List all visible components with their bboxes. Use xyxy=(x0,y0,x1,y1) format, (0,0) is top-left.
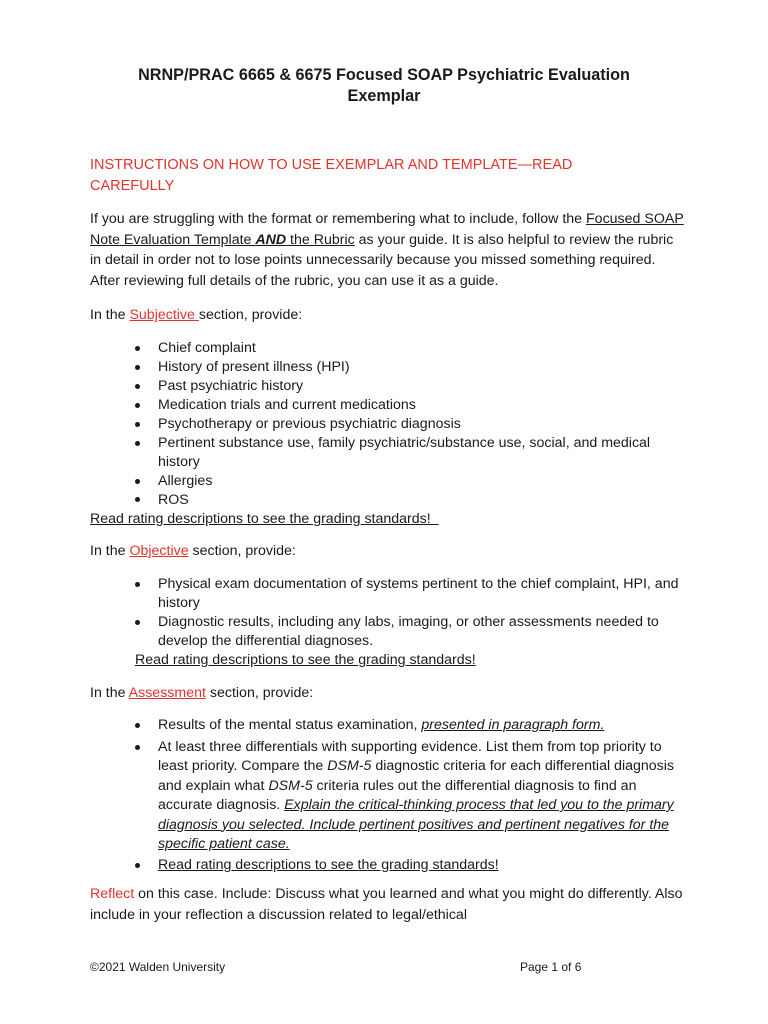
assessment-item1-text: Results of the mental status examination, xyxy=(158,717,422,733)
subjective-prefix: In the xyxy=(90,307,130,323)
template-link[interactable]: Focused SOAP Note Evaluation Template xyxy=(90,211,684,248)
reflect-text: on this case. Include: Discuss what you learned and what you might do differently. Also include in your reflection a discussion related to legal/ethical xyxy=(90,886,683,923)
title-line-1: NRNP/PRAC 6665 & 6675 Focused SOAP Psychiatric Evaluation xyxy=(138,66,630,84)
intro-text: If you are struggling with the format or remembering what to include, follow the xyxy=(90,211,587,227)
assessment-item2-text-a: At least three differentials with supporting evidence. List them from top priority to least priority. Compare the xyxy=(158,738,662,774)
objective-prefix: In the xyxy=(90,543,130,559)
list-item: Physical exam documentation of systems pertinent to the chief complaint, HPI, and history xyxy=(90,575,686,613)
assessment-rating-note: Read rating descriptions to see the grading standards! xyxy=(158,856,499,873)
dsm5-term: DSM-5 xyxy=(327,758,372,774)
objective-list-block xyxy=(90,575,686,669)
instructions-heading xyxy=(90,155,686,197)
objective-list xyxy=(90,575,686,651)
assessment-suffix: section, provide: xyxy=(205,685,314,701)
objective-intro xyxy=(90,541,686,562)
list-item: History of present illness (HPI) xyxy=(90,358,686,377)
reflect-keyword: Reflect xyxy=(90,886,135,902)
subjective-rating-note: Read rating descriptions to see the grading standards! xyxy=(90,511,439,527)
assessment-item2-text-b: diagnostic criteria for each differential diagnosis and explain what xyxy=(158,758,674,794)
list-item: Medication trials and current medications xyxy=(90,396,686,415)
assessment-prefix: In the xyxy=(90,685,129,701)
subjective-suffix: section, provide: xyxy=(198,307,303,323)
page-title xyxy=(90,65,678,107)
assessment-item1-emphasis: presented in paragraph form. xyxy=(421,717,605,733)
assessment-intro xyxy=(90,683,686,704)
instructions-heading-line-2: CAREFULLY xyxy=(90,178,175,194)
reflect-paragraph xyxy=(90,884,686,925)
and-emphasis: AND xyxy=(255,231,287,248)
list-item: Past psychiatric history xyxy=(90,377,686,396)
list-item: Pertinent substance use, family psychiatric/substance use, social, and medical history xyxy=(90,434,686,472)
assessment-list xyxy=(90,716,686,875)
objective-keyword: Objective xyxy=(129,543,189,559)
footer-page-number: Page 1 of 6 xyxy=(520,960,582,974)
list-item: Chief complaint xyxy=(90,339,686,358)
list-item xyxy=(90,856,686,876)
intro-text-rest: as your guide. It is also helpful to review the rubric in detail in order not to lose points unnecessarily because you missed something required. After reviewing full details of the rubric, you can use it as a guide. xyxy=(90,231,674,289)
assessment-list-block xyxy=(90,716,686,875)
list-item: ROS xyxy=(90,490,686,510)
objective-rating-note: Read rating descriptions to see the grading standards! xyxy=(135,652,476,668)
subjective-list-block xyxy=(90,339,686,528)
list-item: Psychotherapy or previous psychiatric diagnosis xyxy=(90,415,686,434)
list-item: Diagnostic results, including any labs, imaging, or other assessments needed to develop the differential diagnoses. xyxy=(90,613,686,651)
footer-copyright: ©2021 Walden University xyxy=(90,960,226,974)
list-item: Allergies xyxy=(90,472,686,490)
objective-suffix: section, provide: xyxy=(188,543,296,559)
subjective-intro xyxy=(90,305,686,326)
list-item xyxy=(90,738,686,855)
subjective-keyword: Subjective xyxy=(129,307,199,323)
rubric-link[interactable]: the Rubric xyxy=(286,231,355,248)
assessment-item2-emphasis: Explain the critical-thinking process that led you to the primary diagnosis you selected. Include pertinent positives and pertinent negatives for the specific patient case. xyxy=(158,797,674,852)
title-line-2: Exemplar xyxy=(347,87,421,105)
dsm5-term: DSM-5 xyxy=(268,777,313,794)
intro-paragraph xyxy=(90,209,686,291)
assessment-keyword: Assessment xyxy=(128,685,206,701)
instructions-heading-line-1: INSTRUCTIONS ON HOW TO USE EXEMPLAR AND TEMPLATE—READ xyxy=(90,157,573,173)
list-item xyxy=(90,716,686,736)
subjective-list xyxy=(90,339,686,510)
assessment-item2-text-c: criteria rules out the differential diagnosis to find an accurate diagnosis. xyxy=(158,777,637,813)
